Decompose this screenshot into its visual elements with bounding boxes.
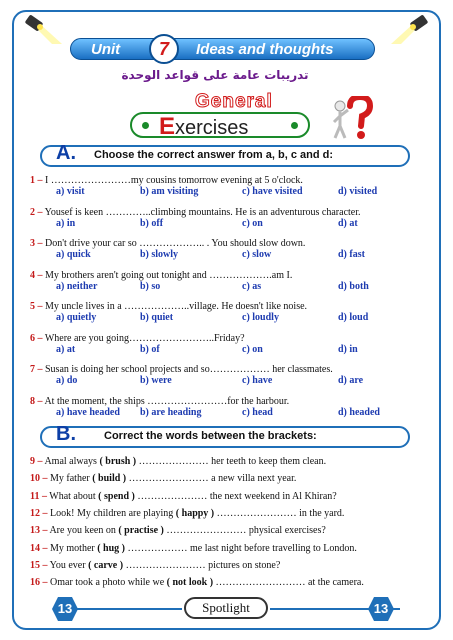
answer-option[interactable]: a) have headed (56, 406, 120, 418)
question-stem: Yousef is keen …………..climbing mountains. He is an adventurous character. (44, 206, 361, 218)
question-number: 2 – (30, 206, 43, 218)
correction-item (30, 491, 425, 503)
item-text: You ever (49, 559, 86, 571)
question-number: 3 – (30, 238, 43, 249)
answer-option[interactable]: b) slowly (140, 249, 179, 260)
dot-icon (291, 122, 298, 129)
correction-item (30, 577, 425, 589)
bracket-word: ( practise ) (118, 525, 164, 537)
bracket-word: ( hug ) (97, 542, 126, 554)
exercises-title: Exercises (159, 113, 249, 140)
question-stem: I ……………………my cousins tomorrow evening at 5 o'clock. (45, 175, 303, 186)
question-number: 8 – (30, 395, 43, 407)
bracket-word: ( not look ) (166, 577, 214, 589)
question-text (30, 363, 425, 376)
arabic-subtitle: تدريبات عامة على قواعد الوحدة (121, 68, 309, 82)
answer-option[interactable]: a) at (56, 343, 76, 355)
question-number: 12 – (30, 507, 48, 519)
item-text: Look! My children are playing (50, 507, 174, 519)
question-text (30, 206, 425, 219)
answer-option[interactable]: a) quietly (56, 312, 97, 323)
unit-number-badge: 7 (149, 34, 179, 64)
answer-option[interactable]: c) on (242, 343, 263, 355)
unit-title: Ideas and thoughts (196, 41, 334, 58)
answer-option[interactable]: b) off (140, 217, 164, 229)
item-text: My father (50, 473, 90, 485)
unit-word: Unit (91, 41, 121, 58)
question-number: 4 – (30, 269, 43, 281)
question-number: 9 – (30, 456, 43, 467)
correction-item (30, 525, 425, 537)
answer-option[interactable]: c) loudly (242, 312, 279, 323)
question-mark-figure-icon (330, 96, 374, 142)
question-text (30, 332, 425, 345)
dot-icon (142, 122, 149, 129)
answer-option[interactable]: d) both (338, 280, 369, 292)
question-number: 6 – (30, 332, 43, 344)
question-stem: Don't drive your car so ……………….. . You should slow down. (45, 238, 306, 249)
question-stem: My uncle lives in a ………………..village. He doesn't like noise. (45, 301, 308, 312)
answer-option[interactable]: c) on (242, 217, 263, 229)
exercises-banner (130, 112, 310, 138)
section-a-header (40, 142, 410, 167)
spotlight-lamp-icon (391, 14, 431, 44)
correction-item (30, 508, 425, 520)
answer-option[interactable]: a) do (56, 375, 78, 386)
answer-option[interactable]: d) headed (338, 406, 380, 418)
section-b-header (40, 423, 410, 448)
correction-item (30, 473, 425, 485)
item-blank-text: …………………… a new villa next year. (128, 473, 297, 485)
answer-option[interactable]: b) quiet (140, 312, 174, 323)
item-blank-text: …………………… pictures on stone? (125, 559, 281, 571)
question-number: 15 – (30, 559, 48, 571)
answer-option[interactable]: a) quick (56, 249, 91, 260)
item-blank-text: ………………… the next weekend in Al Khiran? (137, 490, 337, 502)
bracket-word: ( build ) (92, 473, 127, 485)
spotlight-lamp-icon (22, 14, 62, 44)
answer-option[interactable]: c) slow (242, 249, 272, 260)
question-number: 14 – (30, 542, 48, 554)
question-number: 11 – (30, 490, 47, 502)
answer-option[interactable]: d) loud (338, 312, 369, 323)
correction-item (30, 456, 425, 468)
item-text: My mother (50, 542, 95, 554)
question-stem: My brothers aren't going out tonight and ……………….am I. (45, 269, 293, 281)
item-text: Are you keen on (49, 525, 116, 537)
item-blank-text: ……………………… at the camera. (215, 577, 364, 589)
question-stem: Where are you going……………………..Friday? (44, 332, 245, 344)
answer-option[interactable]: c) as (242, 280, 262, 292)
item-text: Omar took a photo while we (50, 577, 165, 589)
question-number: 16 – (30, 577, 48, 589)
answer-option[interactable]: a) in (56, 217, 76, 229)
section-letter: B. (56, 423, 76, 445)
section-instruction: Choose the correct answer from a, b, c and d: (94, 149, 333, 161)
item-text: What about (49, 490, 96, 502)
answer-option[interactable]: b) so (140, 280, 161, 292)
item-blank-text: ……………… me last night before travelling to London. (127, 542, 357, 554)
answer-option[interactable]: b) were (140, 375, 172, 386)
answer-option[interactable]: d) are (338, 375, 364, 386)
correction-item (30, 543, 425, 555)
unit-banner (70, 38, 375, 60)
answer-option[interactable]: b) am visiting (140, 186, 199, 197)
answer-option[interactable]: d) at (338, 217, 358, 229)
answer-option[interactable]: b) are heading (140, 406, 202, 418)
section-instruction: Correct the words between the brackets: (104, 430, 317, 442)
question-stem: Susan is doing her school projects and so……………… her classmates. (45, 364, 333, 375)
question-number: 7 – (30, 364, 43, 375)
footer (26, 597, 426, 621)
bracket-word: ( happy ) (175, 507, 215, 519)
item-blank-text: …………………… physical exercises? (166, 525, 326, 537)
bracket-word: ( carve ) (88, 559, 124, 571)
question-stem: At the moment, the ships ……………………for the harbour. (44, 395, 290, 407)
item-blank-text: ………………… her teeth to keep them clean. (138, 456, 327, 467)
section-letter: A. (56, 142, 76, 164)
item-text: Amal always (44, 456, 97, 467)
correction-item (30, 560, 425, 572)
page-number-right: 13 (368, 597, 394, 621)
bracket-word: ( spend ) (98, 490, 135, 502)
item-blank-text: …………………… in the yard. (216, 507, 345, 519)
answer-option[interactable]: a) visit (56, 186, 85, 197)
spotlight-logo: Spotlight (184, 597, 268, 619)
general-label: General (195, 91, 273, 112)
answer-option[interactable]: c) have visited (242, 186, 303, 197)
answer-option[interactable]: b) of (140, 343, 160, 355)
bracket-word: ( brush ) (99, 456, 137, 467)
answer-option[interactable]: c) head (242, 406, 273, 418)
question-number: 13 – (30, 525, 48, 537)
answer-option[interactable]: c) have (242, 375, 273, 386)
answer-option[interactable]: d) fast (338, 249, 365, 260)
question-number: 1 – (30, 175, 43, 186)
answer-option[interactable]: d) in (338, 343, 358, 355)
answer-option[interactable]: d) visited (338, 186, 378, 197)
question-number: 10 – (30, 473, 48, 485)
page-number-left: 13 (52, 597, 78, 621)
answer-option[interactable]: a) neither (56, 280, 98, 292)
question-number: 5 – (30, 301, 43, 312)
